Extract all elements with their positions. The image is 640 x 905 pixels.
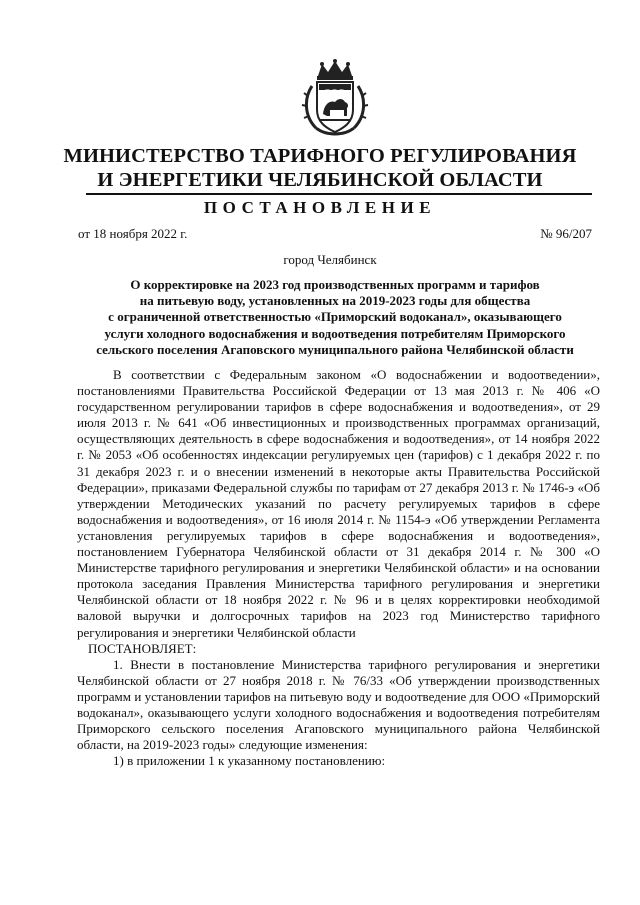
document-date: от 18 ноября 2022 г. bbox=[78, 226, 188, 241]
ministry-name bbox=[40, 144, 600, 192]
document-city: город Челябинск bbox=[283, 252, 377, 267]
ministry-name-line1: МИНИСТЕРСТВО ТАРИФНОГО РЕГУЛИРОВАНИЯ bbox=[63, 145, 577, 167]
document-type: ПОСТАНОВЛЕНИЕ bbox=[203, 198, 437, 217]
document-number: № 96/207 bbox=[540, 226, 592, 241]
title-line: услуги холодного водоснабжения и водоотведения потребителям Приморского bbox=[104, 325, 566, 341]
title-line: О корректировке на 2023 год производственных программ и тарифов bbox=[130, 277, 540, 292]
item-1-paragraph: 1. Внести в постановление Министерства тарифного регулирования и энергетики Челябинской области от 27 ноября 2018 г. № 76/33 «Об утверждении производственных программ и установлении тарифов на питьевую воду и водоотведение для ООО «Приморский водоканал», оказывающего услуги холодного водоснабжения и водоотведения потребителям Приморского сельского поселения Агаповского муниципального района Челябинской области, на 2019-2023 годы» следующие изменения: bbox=[77, 656, 600, 753]
title-line: сельского поселения Агаповского муниципального района Челябинской области bbox=[96, 341, 574, 357]
document-body bbox=[77, 367, 600, 769]
coat-of-arms-icon bbox=[300, 58, 370, 138]
document-title bbox=[70, 277, 600, 358]
decree-word: ПОСТАНОВЛЯЕТ: bbox=[88, 640, 197, 656]
title-line: с ограниченной ответственностью «Приморский водоканал», оказывающего bbox=[108, 309, 562, 325]
header-rule bbox=[86, 193, 592, 195]
item-1-1-paragraph: 1) в приложении 1 к указанному постановлению: bbox=[113, 753, 386, 769]
ministry-name-line2: И ЭНЕРГЕТИКИ ЧЕЛЯБИНСКОЙ ОБЛАСТИ bbox=[97, 169, 543, 191]
preamble-paragraph: В соответствии с Федеральным законом «О водоснабжении и водоотведении», постановлениями Правительства Российской Федерации от 13 мая 2013 г. № 406 «О государственном регулировании тарифов в сфере водоснабжения и водоотведения», от 29 июля 2013 г. № 641 «Об инвестиционных и производственных программах организаций, осуществляющих деятельность в сфере водоснабжения и водоотведения», от 14 ноября 2022 г. № 2053 «Об особенностях индексации регулируемых цен (тарифов) с 1 декабря 2022 г. по 31 декабря 2023 г. и о внесении изменений в некоторые акты Правительства Российской Федерации», приказами Федеральной службы по тарифам от 27 декабря 2013 г. № 1746-э «Об утверждении Методических указаний по расчету регулируемых тарифов в сфере водоснабжения и водоотведения», от 16 июля 2014 г. № 1154-э «Об утверждении Регламента установления регулируемых тарифов в сфере водоснабжения и водоотведения», постановлением Губернатора Челябинской области от 31 декабря 2014 г. № 300 «О Министерстве тарифного регулирования и энергетики Челябинской области» и на основании протокола заседания Правления Министерства тарифного регулирования и энергетики Челябинской области от 18 ноября 2022 г. № 96 и в целях корректировки необходимой валовой выручки и долгосрочных тарифов на 2023 год Министерство тарифного регулирования и энергетики Челябинской области bbox=[77, 367, 600, 640]
title-line: на питьевую воду, установленных на 2019-2023 годы для общества bbox=[139, 293, 531, 309]
